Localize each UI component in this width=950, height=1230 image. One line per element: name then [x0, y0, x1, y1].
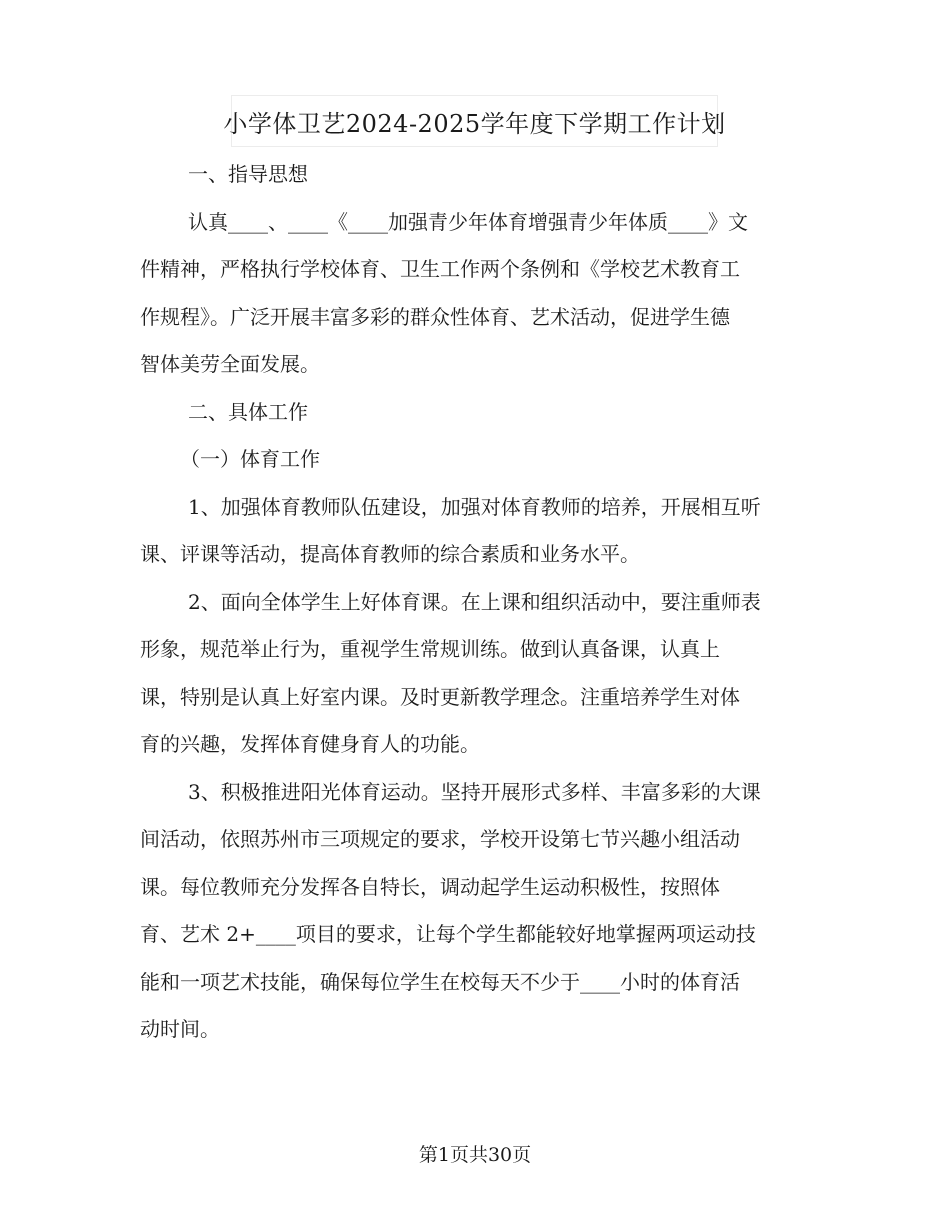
paragraph-item-1: [140, 484, 808, 579]
subsection-heading-pe-work: （一）体育工作: [180, 447, 320, 471]
text-line: 2、面向全体学生上好体育课。在上课和组织活动中，要注重师表: [188, 589, 761, 614]
text-line: 育、艺术 2+____项目的要求，让每个学生都能较好地掌握两项运动技: [140, 922, 756, 946]
text-line: 3、积极推进阳光体育运动。坚持开展形式多样、丰富多彩的大课: [188, 779, 761, 804]
text-line: 件精神，严格执行学校体育、卫生工作两个条例和《学校艺术教育工: [140, 257, 740, 281]
text-line: 间活动，依照苏州市三项规定的要求，学校开设第七节兴趣小组活动: [140, 827, 740, 851]
text-line: 1、加强体育教师队伍建设，加强对体育教师的培养，开展相互听: [188, 494, 761, 519]
section-heading-guiding-ideology: 一、指导思想: [188, 162, 308, 186]
text-line: 课，特别是认真上好室内课。及时更新教学理念。注重培养学生对体: [140, 684, 740, 709]
document-title: 小学体卫艺2024-2025学年度下学期工作计划: [223, 109, 726, 138]
text-line: 认真____、____《____加强青少年体育增强青少年体质____》文: [188, 209, 748, 234]
paragraph-guiding-ideology: [140, 199, 808, 389]
document-body: [140, 151, 808, 1054]
section-heading-specific-work: 二、具体工作: [188, 399, 308, 424]
text-line: 动时间。: [140, 1017, 220, 1041]
page-number-footer: 第1页共30页: [418, 1144, 532, 1166]
text-line: 课、评课等活动，提高体育教师的综合素质和业务水平。: [140, 542, 640, 566]
text-line: 形象，规范举止行为，重视学生常规训练。做到认真备课，认真上: [140, 637, 720, 661]
title-box: [223, 95, 726, 147]
text-line: 能和一项艺术技能，确保每位学生在校每天不少于____小时的体育活: [140, 969, 740, 994]
paragraph-item-2: [140, 579, 808, 769]
paragraph-item-3: [140, 769, 808, 1054]
text-line: 育的兴趣，发挥体育健身育人的功能。: [140, 732, 480, 756]
text-line: 智体美劳全面发展。: [140, 352, 320, 376]
text-line: 课。每位教师充分发挥各自特长，调动起学生运动积极性，按照体: [140, 874, 720, 899]
text-line: 作规程》。广泛开展丰富多彩的群众性体育、艺术活动，促进学生德: [140, 304, 730, 329]
